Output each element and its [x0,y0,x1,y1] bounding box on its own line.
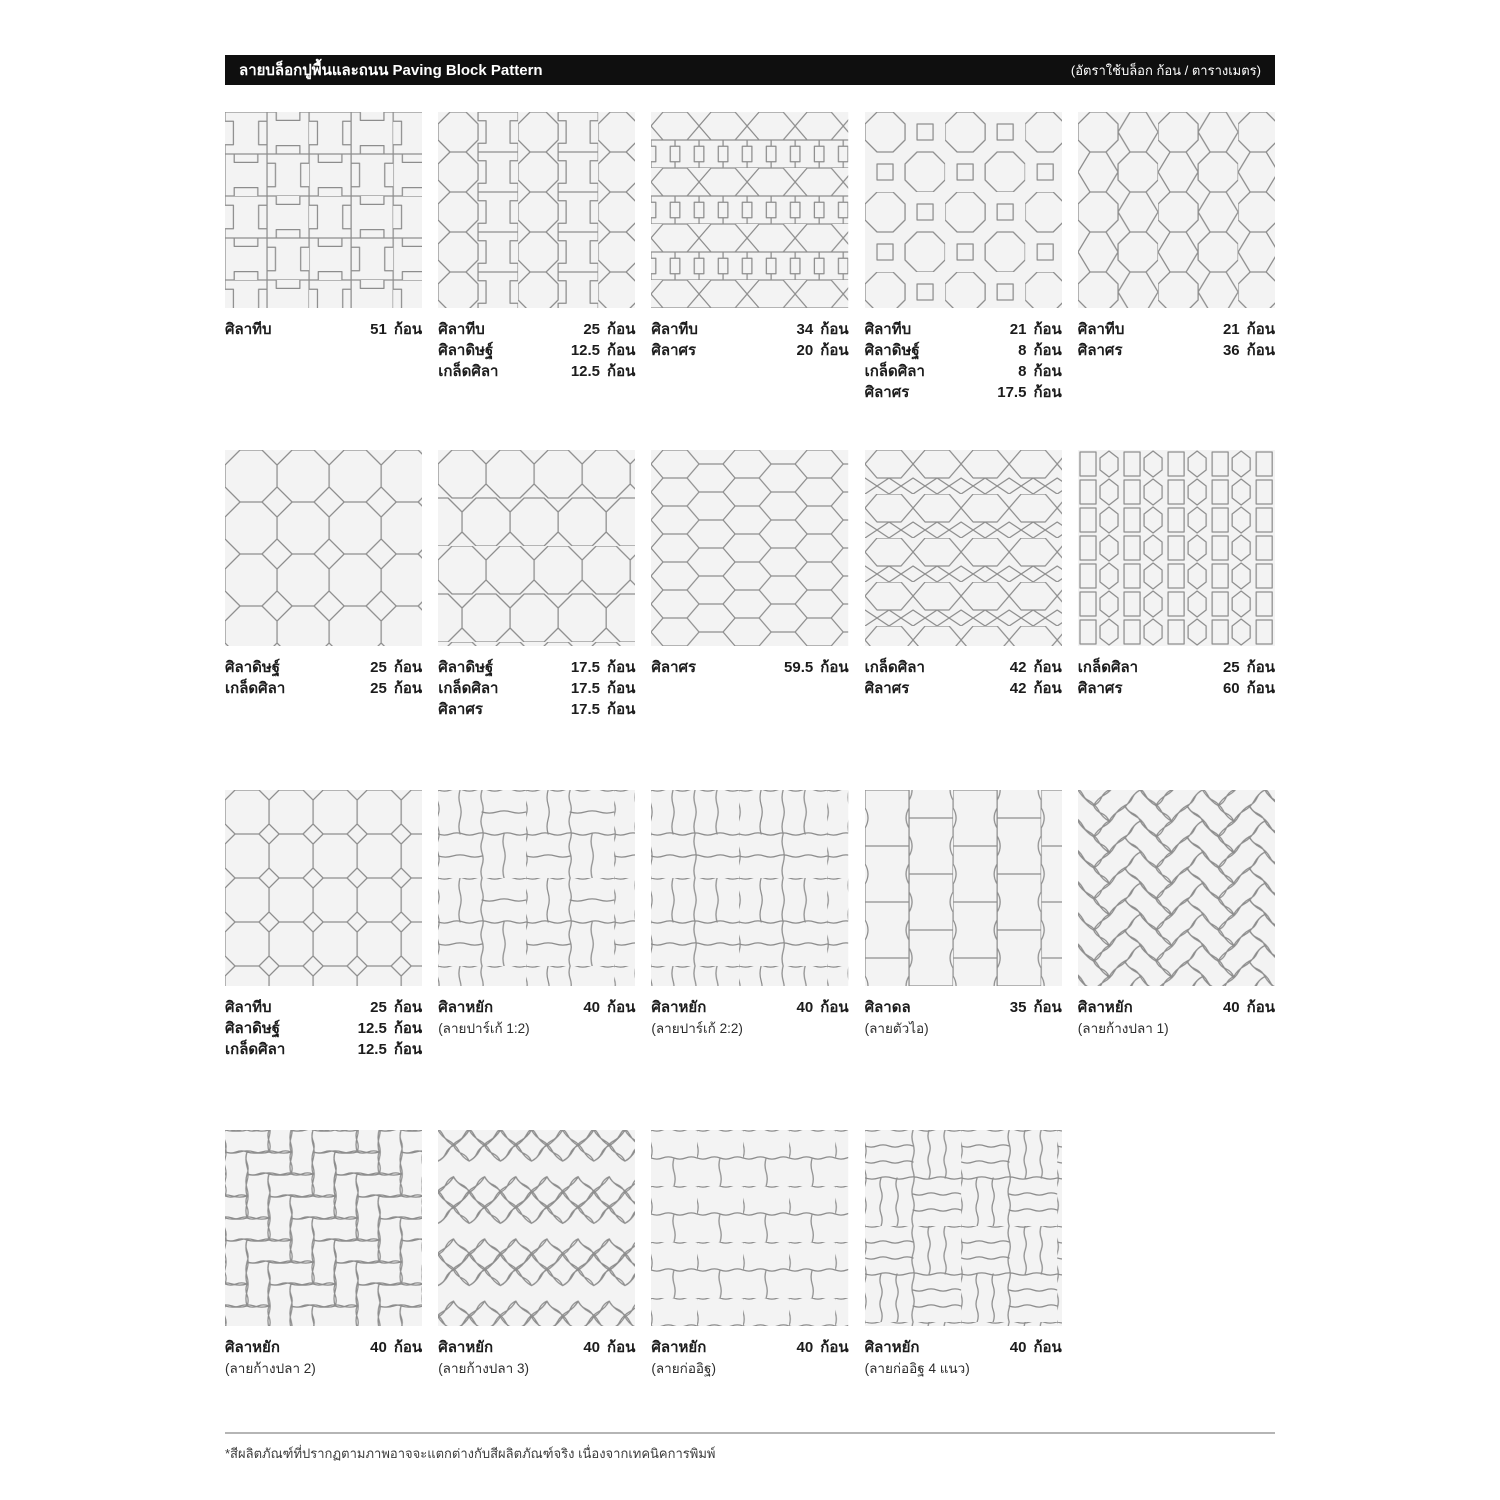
pattern-label-line [1078,340,1275,361]
pattern-label-line [651,1358,848,1379]
pattern-card [225,1130,422,1379]
pattern-label [865,657,1062,699]
pattern-label-line [865,361,1062,382]
qty-number: 36 [1222,342,1240,359]
pattern-label-line [651,1018,848,1039]
pattern-name: ศิลาทีบ [1077,321,1125,338]
qty-unit: ก้อน [393,1020,423,1037]
pattern-swatch [865,450,1062,646]
pattern-name: ศิลาดล [864,999,911,1016]
pattern-subname: (ลายก่ออิฐ 4 แนว) [864,1361,970,1376]
qty-unit: ก้อน [1246,321,1275,338]
pattern-grid-row [225,1130,1275,1379]
pattern-label [225,997,422,1060]
pattern-card [1078,790,1275,1060]
pattern-qty [570,361,635,382]
qty-number: 17.5 [997,384,1027,401]
qty-unit: ก้อน [1246,999,1275,1016]
pattern-qty [1210,319,1275,340]
pattern-card [651,1130,848,1379]
qty-unit: ก้อน [820,999,849,1016]
pattern-grid-row [225,112,1275,403]
pattern-label-line [225,997,422,1018]
pattern-name: ศิลาศร [651,342,697,359]
qty-number: 12.5 [570,342,601,359]
pattern-label-line [651,340,848,361]
pattern-label [225,1337,422,1379]
qty-number: 12.5 [357,1041,387,1058]
qty-unit: ก้อน [1033,342,1062,359]
pattern-label-line [1078,678,1275,699]
qty-number: 12.5 [570,363,601,380]
pattern-label-line [438,319,635,340]
pattern-label-line [865,1018,1062,1039]
qty-number: 25 [370,680,387,697]
pattern-subname: (ลายปาร์เก้ 2:2) [651,1021,743,1036]
header-bar [225,55,1275,85]
pattern-qty [996,678,1061,699]
qty-number: 8 [1018,363,1027,380]
pattern-card [438,1130,635,1379]
pattern-swatch [1078,790,1275,986]
pattern-qty [357,997,422,1018]
pattern-label-line [651,1337,848,1358]
pattern-label-line [1078,1018,1275,1039]
pattern-label [438,1337,635,1379]
qty-number: 35 [1009,999,1027,1016]
pattern-qty [1210,340,1275,361]
pattern-grid-row [225,450,1275,720]
pattern-name: ศิลาทีบ [225,321,272,338]
qty-number: 40 [1222,999,1240,1016]
pattern-grid-row [225,790,1275,1060]
pattern-label-line [865,1358,1062,1379]
pattern-label [438,319,635,382]
qty-number: 42 [1009,659,1027,676]
pattern-swatch [438,112,635,308]
pattern-card [865,112,1062,403]
qty-unit: ก้อน [1033,1339,1062,1356]
pattern-card [1078,450,1275,720]
pattern-label-line [438,657,635,678]
qty-unit: ก้อน [1246,659,1275,676]
pattern-label [225,657,422,699]
pattern-label-line [1078,657,1275,678]
pattern-qty [570,319,635,340]
pattern-label-line [438,1337,635,1358]
pattern-name: ศิลาหยัก [651,999,707,1016]
pattern-name: ศิลาหยัก [438,999,494,1016]
qty-number: 25 [370,659,387,676]
rate-note: (อัตราใช้บล็อก ก้อน / ตารางเมตร) [1070,62,1261,78]
pattern-swatch [1078,112,1275,308]
qty-number: 25 [370,999,387,1016]
pattern-card [438,450,635,720]
qty-number: 34 [796,321,814,338]
pattern-card [651,112,848,403]
pattern-label-line [225,678,422,699]
qty-unit: ก้อน [607,659,636,676]
qty-number: 21 [1009,321,1027,338]
pattern-qty [570,657,635,678]
pattern-label [651,997,848,1039]
pattern-name: เกล็ดศิลา [864,363,925,380]
pattern-qty [1210,657,1275,678]
qty-number: 8 [1018,342,1027,359]
pattern-name: ศิลาศร [651,659,697,676]
pattern-swatch [225,450,422,646]
qty-number: 60 [1222,680,1240,697]
pattern-label-line [225,1358,422,1379]
pattern-name: เกล็ดศิลา [864,659,925,676]
pattern-name: ศิลาดิษฐ์ [864,342,920,359]
pattern-label-line [651,997,848,1018]
pattern-label-line [865,657,1062,678]
qty-number: 20 [796,342,814,359]
pattern-subname: (ลายก้างปลา 3) [438,1361,529,1376]
pattern-qty [570,340,635,361]
pattern-swatch [651,790,848,986]
pattern-name: ศิลาดิษฐ์ [438,342,494,359]
pattern-label-line [865,678,1062,699]
qty-unit: ก้อน [607,701,636,718]
pattern-name: เกล็ดศิลา [225,680,286,697]
pattern-qty [996,997,1061,1018]
qty-number: 17.5 [570,659,601,676]
pattern-swatch [651,112,848,308]
pattern-qty [996,657,1061,678]
pattern-qty [783,319,848,340]
qty-number: 21 [1222,321,1240,338]
pattern-name: ศิลาหยัก [651,1339,707,1356]
qty-unit: ก้อน [607,321,636,338]
pattern-qty [570,1337,635,1358]
pattern-qty [783,657,848,678]
pattern-name: เกล็ดศิลา [225,1041,286,1058]
qty-number: 40 [796,999,814,1016]
pattern-swatch [1078,450,1275,646]
pattern-qty [1210,678,1275,699]
pattern-qty [996,340,1061,361]
pattern-swatch [438,450,635,646]
pattern-name: ศิลาหยัก [225,1339,280,1356]
qty-unit: ก้อน [607,999,636,1016]
pattern-swatch [865,112,1062,308]
pattern-qty [996,1337,1061,1358]
footer-note: *สีผลิตภัณฑ์ที่ปรากฏตามภาพอาจจะแตกต่างกับสีผลิตภัณฑ์จริง เนื่องจากเทคนิคการพิมพ์ [225,1446,716,1461]
pattern-qty [783,340,848,361]
pattern-label-line [438,1018,635,1039]
pattern-name: ศิลาหยัก [1077,999,1133,1016]
pattern-label-line [651,657,848,678]
pattern-name: ศิลาดิษฐ์ [438,659,494,676]
qty-unit: ก้อน [393,321,423,338]
pattern-swatch [438,1130,635,1326]
qty-unit: ก้อน [1033,363,1062,380]
pattern-label-line [225,319,422,340]
qty-unit: ก้อน [393,999,423,1016]
pattern-qty [996,382,1061,403]
pattern-subname: (ลายก้างปลา 2) [225,1361,316,1376]
pattern-card [1078,112,1275,403]
pattern-qty [357,319,422,340]
pattern-qty [783,997,848,1018]
pattern-label [651,319,848,361]
pattern-label-line [1078,319,1275,340]
qty-unit: ก้อน [607,363,636,380]
pattern-label-line [225,1337,422,1358]
pattern-label-line [865,319,1062,340]
pattern-label-line [438,340,635,361]
qty-unit: ก้อน [1033,659,1062,676]
qty-number: 25 [583,321,601,338]
pattern-qty [357,657,422,678]
pattern-label-line [438,678,635,699]
pattern-label-line [225,1039,422,1060]
pattern-qty [357,1039,422,1060]
pattern-label-line [865,340,1062,361]
pattern-name: ศิลาดิษฐ์ [225,1020,281,1037]
pattern-label [651,1337,848,1379]
pattern-name: เกล็ดศิลา [438,363,499,380]
pattern-label [438,657,635,720]
pattern-swatch [438,790,635,986]
pattern-qty [357,1337,422,1358]
pattern-name: ศิลาศร [864,680,910,697]
qty-number: 17.5 [570,680,601,697]
pattern-label-line [865,997,1062,1018]
pattern-name: เกล็ดศิลา [438,680,499,697]
qty-unit: ก้อน [607,1339,636,1356]
qty-number: 40 [583,999,601,1016]
pattern-qty [570,699,635,720]
pattern-qty [570,678,635,699]
pattern-label-line [438,1358,635,1379]
qty-unit: ก้อน [1246,342,1275,359]
pattern-name: ศิลาศร [1077,342,1123,359]
pattern-swatch [225,790,422,986]
qty-number: 25 [1222,659,1240,676]
qty-number: 42 [1009,680,1027,697]
pattern-label [651,657,848,678]
pattern-card [225,450,422,720]
pattern-qty [1210,997,1275,1018]
pattern-qty [357,678,422,699]
qty-unit: ก้อน [1033,384,1062,401]
pattern-name: ศิลาทีบ [864,321,912,338]
qty-unit: ก้อน [820,659,849,676]
pattern-card [865,790,1062,1060]
pattern-name: ศิลาทีบ [225,999,272,1016]
qty-number: 40 [796,1339,814,1356]
qty-unit: ก้อน [393,1041,423,1058]
qty-unit: ก้อน [1033,680,1062,697]
pattern-label [438,997,635,1039]
pattern-label [1078,997,1275,1039]
qty-unit: ก้อน [1033,999,1062,1016]
pattern-label-line [438,997,635,1018]
pattern-label [1078,657,1275,699]
pattern-label-line [438,699,635,720]
qty-unit: ก้อน [1033,321,1062,338]
qty-unit: ก้อน [1246,680,1275,697]
qty-unit: ก้อน [393,680,423,697]
page-title: ลายบล็อกปูพื้นและถนน Paving Block Pattern [239,62,543,79]
pattern-qty [357,1018,422,1039]
pattern-name: ศิลาทีบ [438,321,485,338]
qty-unit: ก้อน [607,342,636,359]
pattern-swatch [651,1130,848,1326]
qty-number: 40 [583,1339,601,1356]
pattern-label-line [438,361,635,382]
pattern-swatch [651,450,848,646]
pattern-card [865,1130,1062,1379]
pattern-qty [570,997,635,1018]
qty-number: 17.5 [570,701,601,718]
pattern-label-line [651,319,848,340]
pattern-swatch [865,1130,1062,1326]
pattern-card [225,790,422,1060]
pattern-qty [783,1337,848,1358]
qty-number: 40 [1009,1339,1027,1356]
qty-unit: ก้อน [393,1339,423,1356]
qty-unit: ก้อน [820,342,849,359]
pattern-label-line [1078,997,1275,1018]
pattern-qty [996,361,1061,382]
pattern-label-line [865,1337,1062,1358]
pattern-label-line [865,382,1062,403]
pattern-card [651,450,848,720]
qty-unit: ก้อน [607,680,636,697]
pattern-name: ศิลาดิษฐ์ [225,659,281,676]
pattern-subname: (ลายก่ออิฐ) [651,1361,716,1376]
pattern-card [225,112,422,403]
pattern-subname: (ลายตัวไอ) [864,1021,929,1036]
pattern-swatch [225,112,422,308]
qty-unit: ก้อน [393,659,423,676]
qty-number: 40 [370,1339,387,1356]
qty-unit: ก้อน [820,1339,849,1356]
pattern-swatch [865,790,1062,986]
divider [225,1432,1275,1434]
pattern-card [438,112,635,403]
pattern-name: ศิลาศร [438,701,483,718]
pattern-swatch [225,1130,422,1326]
pattern-label [225,319,422,340]
pattern-card [651,790,848,1060]
qty-number: 12.5 [357,1020,387,1037]
pattern-name: ศิลาศร [864,384,910,401]
pattern-name: เกล็ดศิลา [1077,659,1139,676]
pattern-subname: (ลายก้างปลา 1) [1077,1021,1169,1036]
pattern-qty [996,319,1061,340]
pattern-name: ศิลาทีบ [651,321,698,338]
qty-number: 51 [370,321,387,338]
pattern-label-line [225,657,422,678]
pattern-name: ศิลาศร [1077,680,1123,697]
pattern-label-line [225,1018,422,1039]
pattern-subname: (ลายปาร์เก้ 1:2) [438,1021,530,1036]
qty-unit: ก้อน [820,321,849,338]
pattern-name: ศิลาหยัก [438,1339,494,1356]
pattern-card [438,790,635,1060]
pattern-label [1078,319,1275,361]
pattern-label [865,997,1062,1039]
qty-number: 59.5 [784,659,814,676]
pattern-label [865,1337,1062,1379]
pattern-card [865,450,1062,720]
pattern-name: ศิลาหยัก [864,1339,920,1356]
pattern-label [865,319,1062,403]
